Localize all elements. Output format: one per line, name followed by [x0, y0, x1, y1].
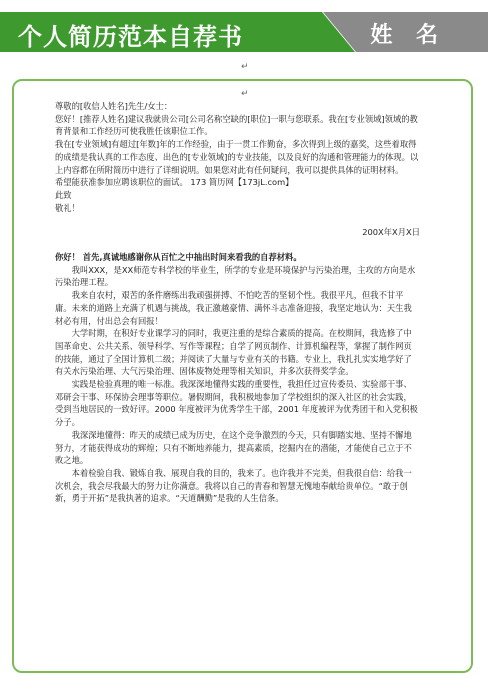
closing-1: 此致	[55, 189, 72, 200]
greeting: 你好！ 首先,真诚地感谢你从百忙之中抽出时间来看我的自荐材料。	[55, 252, 302, 263]
salutation: 尊敬的[收信人姓名]先生/女士：	[55, 101, 173, 111]
letter-content	[55, 100, 420, 505]
paragraph-mark: ↵	[241, 62, 249, 72]
letter1-paragraph-3: 希望能获准参加应聘该职位的面试。 173 简历网【173jL.com】	[55, 177, 294, 188]
closing-2: 敬礼！	[55, 202, 80, 213]
letter2-paragraph-6: 本着检验自我、锻炼自我、展现自我的目的，我来了。也许我并不完美，但我很自信：给我一次机会，我会尽我最大的努力让你满意。我将以自己的青春和智慧无愧地奉献给贵单位。“敢于创新，勇于开拓”是我执著的追求。“天道酬勤”是我的人生信条。	[55, 467, 412, 504]
header-banner	[0, 12, 488, 52]
letter1-paragraph-2: 我在[专业领域]有超过[年数]年的工作经验，由于一贯工作勤奋，多次得到上级的嘉奖，这些着取得的成绩是我认真的工作态度、出色的[专业领域]的专业技能，以及良好的沟通和管理能力的体现。以上内容都在所附简历中进行了详细说明。如果您对此有任何疑问，我可以提供具体的证明材料。	[55, 139, 419, 175]
spacer	[55, 214, 420, 226]
letter1-paragraph-1: 您好！[推荐人姓名]建议我就贵公司[公司名称空缺的[职位]一职与您联系。我在[专业领域]领域的教育背景和工作经历可使我胜任该职位工作。	[55, 113, 418, 137]
name-label: 姓 名	[370, 23, 446, 48]
paragraph-mark: ↵	[241, 89, 249, 99]
letter-date: 200X年X月X日	[362, 227, 420, 238]
spacer	[55, 239, 420, 251]
letter2-paragraph-3: 大学时期，在积好专业课学习的同时，我更注重的是综合素质的提高。在校期间，我选修了中国革命史、公共关系、领导科学、写作等课程；自学了网页制作、计算机编程等，掌握了制作网页的技能，通过了全国计算机二级；并阅读了大量与专业有关的书籍。专业上，我扎扎实实地学好了有关水污染治理、大气污染治理、固体废物处理等相关知识，并多次获得奖学金。	[55, 328, 412, 377]
letter2-paragraph-5: 我深深地懂得：昨天的成绩已成为历史，在这个竞争激烈的今天，只有脚踏实地、坚持不懈地努力，才能获得成功的辉煌；只有不断地养能力，提高素质，挖掘内在的潜能，才能使自己立于不败之地。	[55, 429, 412, 466]
resume-title: 个人简历范本自荐书	[18, 23, 243, 51]
letter2-paragraph-4: 实践是检验真理的唯一标准。我深深地懂得实践的重要性，我担任过宣传委员、实验部干事、邓研会干事、环保协会理事等职位。暑假期间，我积极地参加了学校组织的深入社区的社会实践，受到当地居民的一致好评。2000 年度被评为优秀学生干部，2001 年度被评为优秀团干和入党积极分子。	[55, 379, 418, 428]
letter2-paragraph-1: 我叫XXX，是XX师范专科学校的毕业生，所学的专业是环境保护与污染治理，主攻的方向是水污染治理工程。	[55, 264, 416, 288]
letter2-paragraph-2: 我来自农村，艰苦的条件磨练出我顽强拼搏、不怕吃苦的坚韧个性。我很平凡，但我不甘平庸。未来的道路上充满了机遇与挑战，我正激越豪情、满怀斗志准备迎接，我坚定地认为：天生我材必有用，付出总会有回报！	[55, 290, 412, 326]
